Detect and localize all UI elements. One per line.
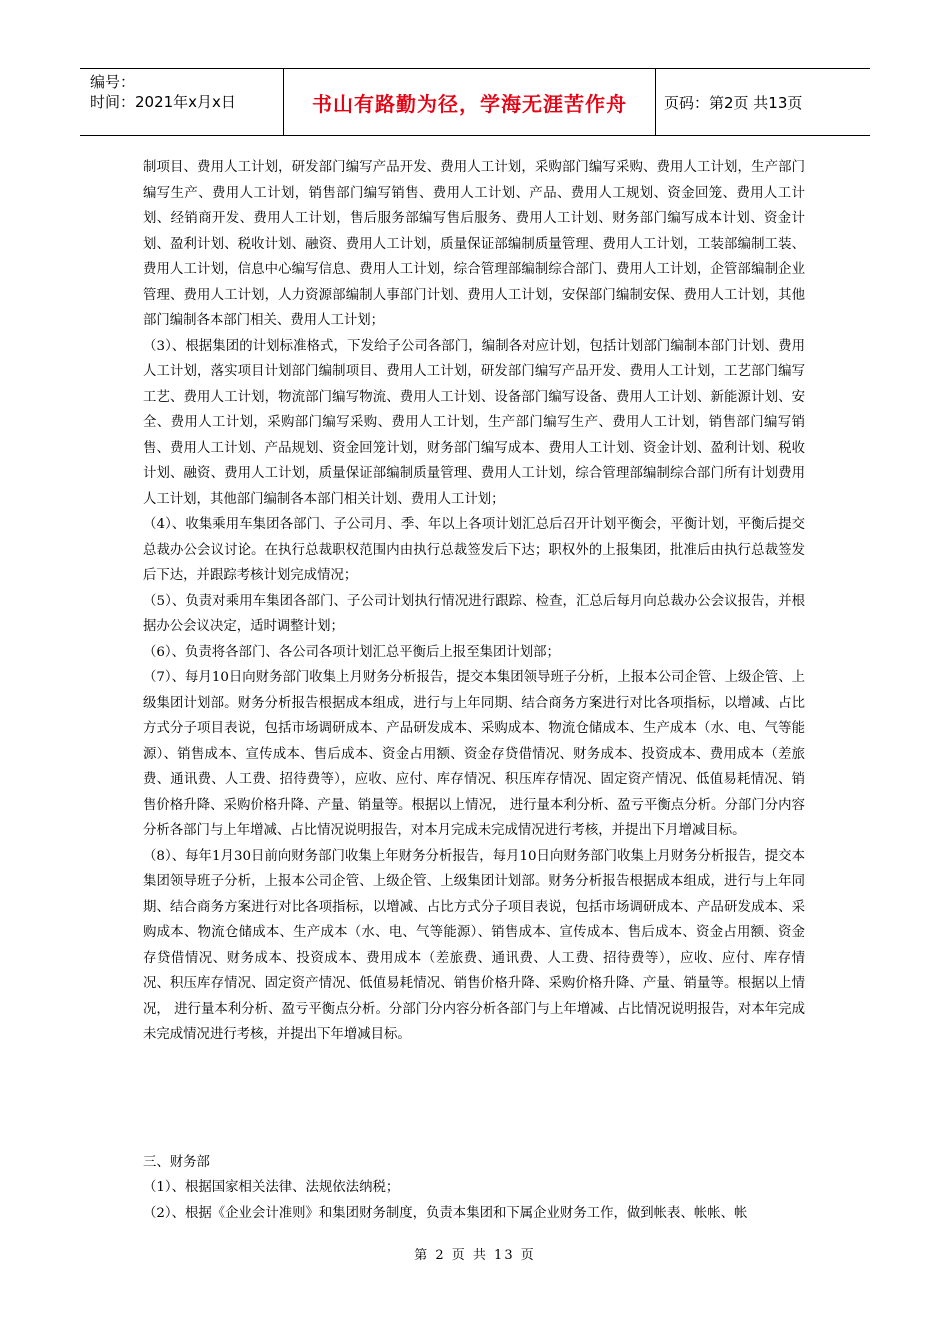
paragraph: 制项目、费用人工计划，研发部门编写产品开发、费用人工计划，采购部门编写采购、费用人工计划，生产部门编写生产、费用人工计划，销售部门编写销售、费用人工计划、产品、费用人工规划、资金回笼、费用人工计划、经销商开发、费用人工计划，售后服务部编写售后服务、费用人工计划、财务部门编写成本计划、资金计划、盈利计划、税收计划、融资、费用人工计划，质量保证部编制质量管理、费用人工计划，工装部编制工装、费用人工计划，信息中心编写信息、费用人工计划，综合管理部编制综合部门、费用人工计划，企管部编制企业管理、费用人工计划，人力资源部编制人事部门计划、费用人工计划，安保部门编制安保、费用人工计划，其他部门编制各本部门相关、费用人工计划； bbox=[143, 160, 805, 328]
header-meta bbox=[80, 69, 284, 135]
paragraph: （5）、负责对乘用车集团各部门、子公司计划执行情况进行跟踪、检查，汇总后每月向总裁办公会议报告，并根据办公会议决定，适时调整计划； bbox=[143, 593, 805, 634]
page-footer: 第 2 页 共 13 页 bbox=[414, 1248, 536, 1263]
paragraph: （8）、每年1月30日前向财务部门收集上年财务分析报告，每月10日向财务部门收集上月财务分析报告，提交本集团领导班子分析，上报本公司企管、上级企管、上级集团计划部。财务分析报告根据成本组成，进行与上年同期、结合商务方案进行对比各项指标，以增减、占比方式分子项目表说，包括市场调研成本、产品研发成本、采购成本、物流仓储成本、生产成本（水、电、气等能源）、销售成本、宣传成本、售后成本、资金占用额、资金存贷借情况、财务成本、投资成本、费用成本（差旅费、通讯费、人工费、招待费等），应收、应付、库存情况、积压库存情况、固定资产情况、低值易耗情况、销售价格升降、采购价格升降、产量、销量等。根据以上情况， 进行量本利分析、盈亏平衡点分析。分部门分内容分析各部门与上年增减、占比情况说明报告，对本年完成未完成情况进行考核，并提出下年增减目标。 bbox=[143, 848, 805, 1042]
header-motto: 书山有路勤为径，学海无涯苦作舟 bbox=[284, 69, 656, 135]
document-body bbox=[143, 155, 805, 1226]
paragraph: （7）、每月10日向财务部门收集上月财务分析报告，提交本集团领导班子分析，上报本公司企管、上级企管、上级集团计划部。财务分析报告根据成本组成，进行与上年同期、结合商务方案进行对比各项指标，以增减、占比方式分子项目表说，包括市场调研成本、产品研发成本、采购成本、物流仓储成本、生产成本（水、电、气等能源）、销售成本、宣传成本、售后成本、资金占用额、资金存贷借情况、财务成本、投资成本、费用成本（差旅费、通讯费、人工费、招待费等），应收、应付、库存情况、积压库存情况、固定资产情况、低值易耗情况、销售价格升降、采购价格升降、产量、销量等。根据以上情况， 进行量本利分析、盈亏平衡点分析。分部门分内容分析各部门与上年增减、占比情况说明报告，对本月完成未完成情况进行考核，并提出下月增减目标。 bbox=[143, 670, 805, 838]
page-header bbox=[80, 68, 870, 136]
section-heading: 三、财务部 bbox=[143, 1154, 210, 1170]
paragraph: （4）、收集乘用车集团各部门、子公司月、季、年以上各项计划汇总后召开计划平衡会，平衡计划，平衡后提交总裁办公会议讨论。在执行总裁职权范围内由执行总裁签发后下达；职权外的上报集团，批准后由执行总裁签发后下达，并跟踪考核计划完成情况； bbox=[143, 517, 805, 583]
paragraph: （6）、负责将各部门、各公司各项计划汇总平衡后上报至集团计划部； bbox=[143, 644, 560, 660]
paragraph: （3）、根据集团的计划标准格式，下发给子公司各部门，编制各对应计划，包括计划部门编制本部门计划、费用人工计划，落实项目计划部门编制项目、费用人工计划，研发部门编写产品开发、费用人工计划，工艺部门编写工艺、费用人工计划，物流部门编写物流、费用人工计划、设备部门编写设备、费用人工计划、新能源计划、安全、费用人工计划，采购部门编写采购、费用人工计划，生产部门编写生产、费用人工计划，销售部门编写销售、费用人工计划、产品规划、资金回笼计划，财务部门编写成本、费用人工计划、资金计划、盈利计划、税收计划、融资、费用人工计划，质量保证部编制质量管理、费用人工计划，综合管理部编制综合部门所有计划费用人工计划，其他部门编制各本部门相关计划、费用人工计划； bbox=[143, 338, 805, 507]
blank-space bbox=[143, 1048, 805, 1150]
document-number-label: 编号： bbox=[90, 73, 136, 91]
document-date: 时间：2021年x月x日 bbox=[90, 93, 236, 111]
section-item: （2）、根据《企业会计准则》和集团财务制度，负责本集团和下属企业财务工作，做到帐表、帐帐、帐 bbox=[143, 1205, 748, 1221]
header-page-number: 页码：第2页 共13页 bbox=[664, 93, 803, 112]
section-item: （1）、根据国家相关法律、法规依法纳税； bbox=[143, 1180, 400, 1195]
